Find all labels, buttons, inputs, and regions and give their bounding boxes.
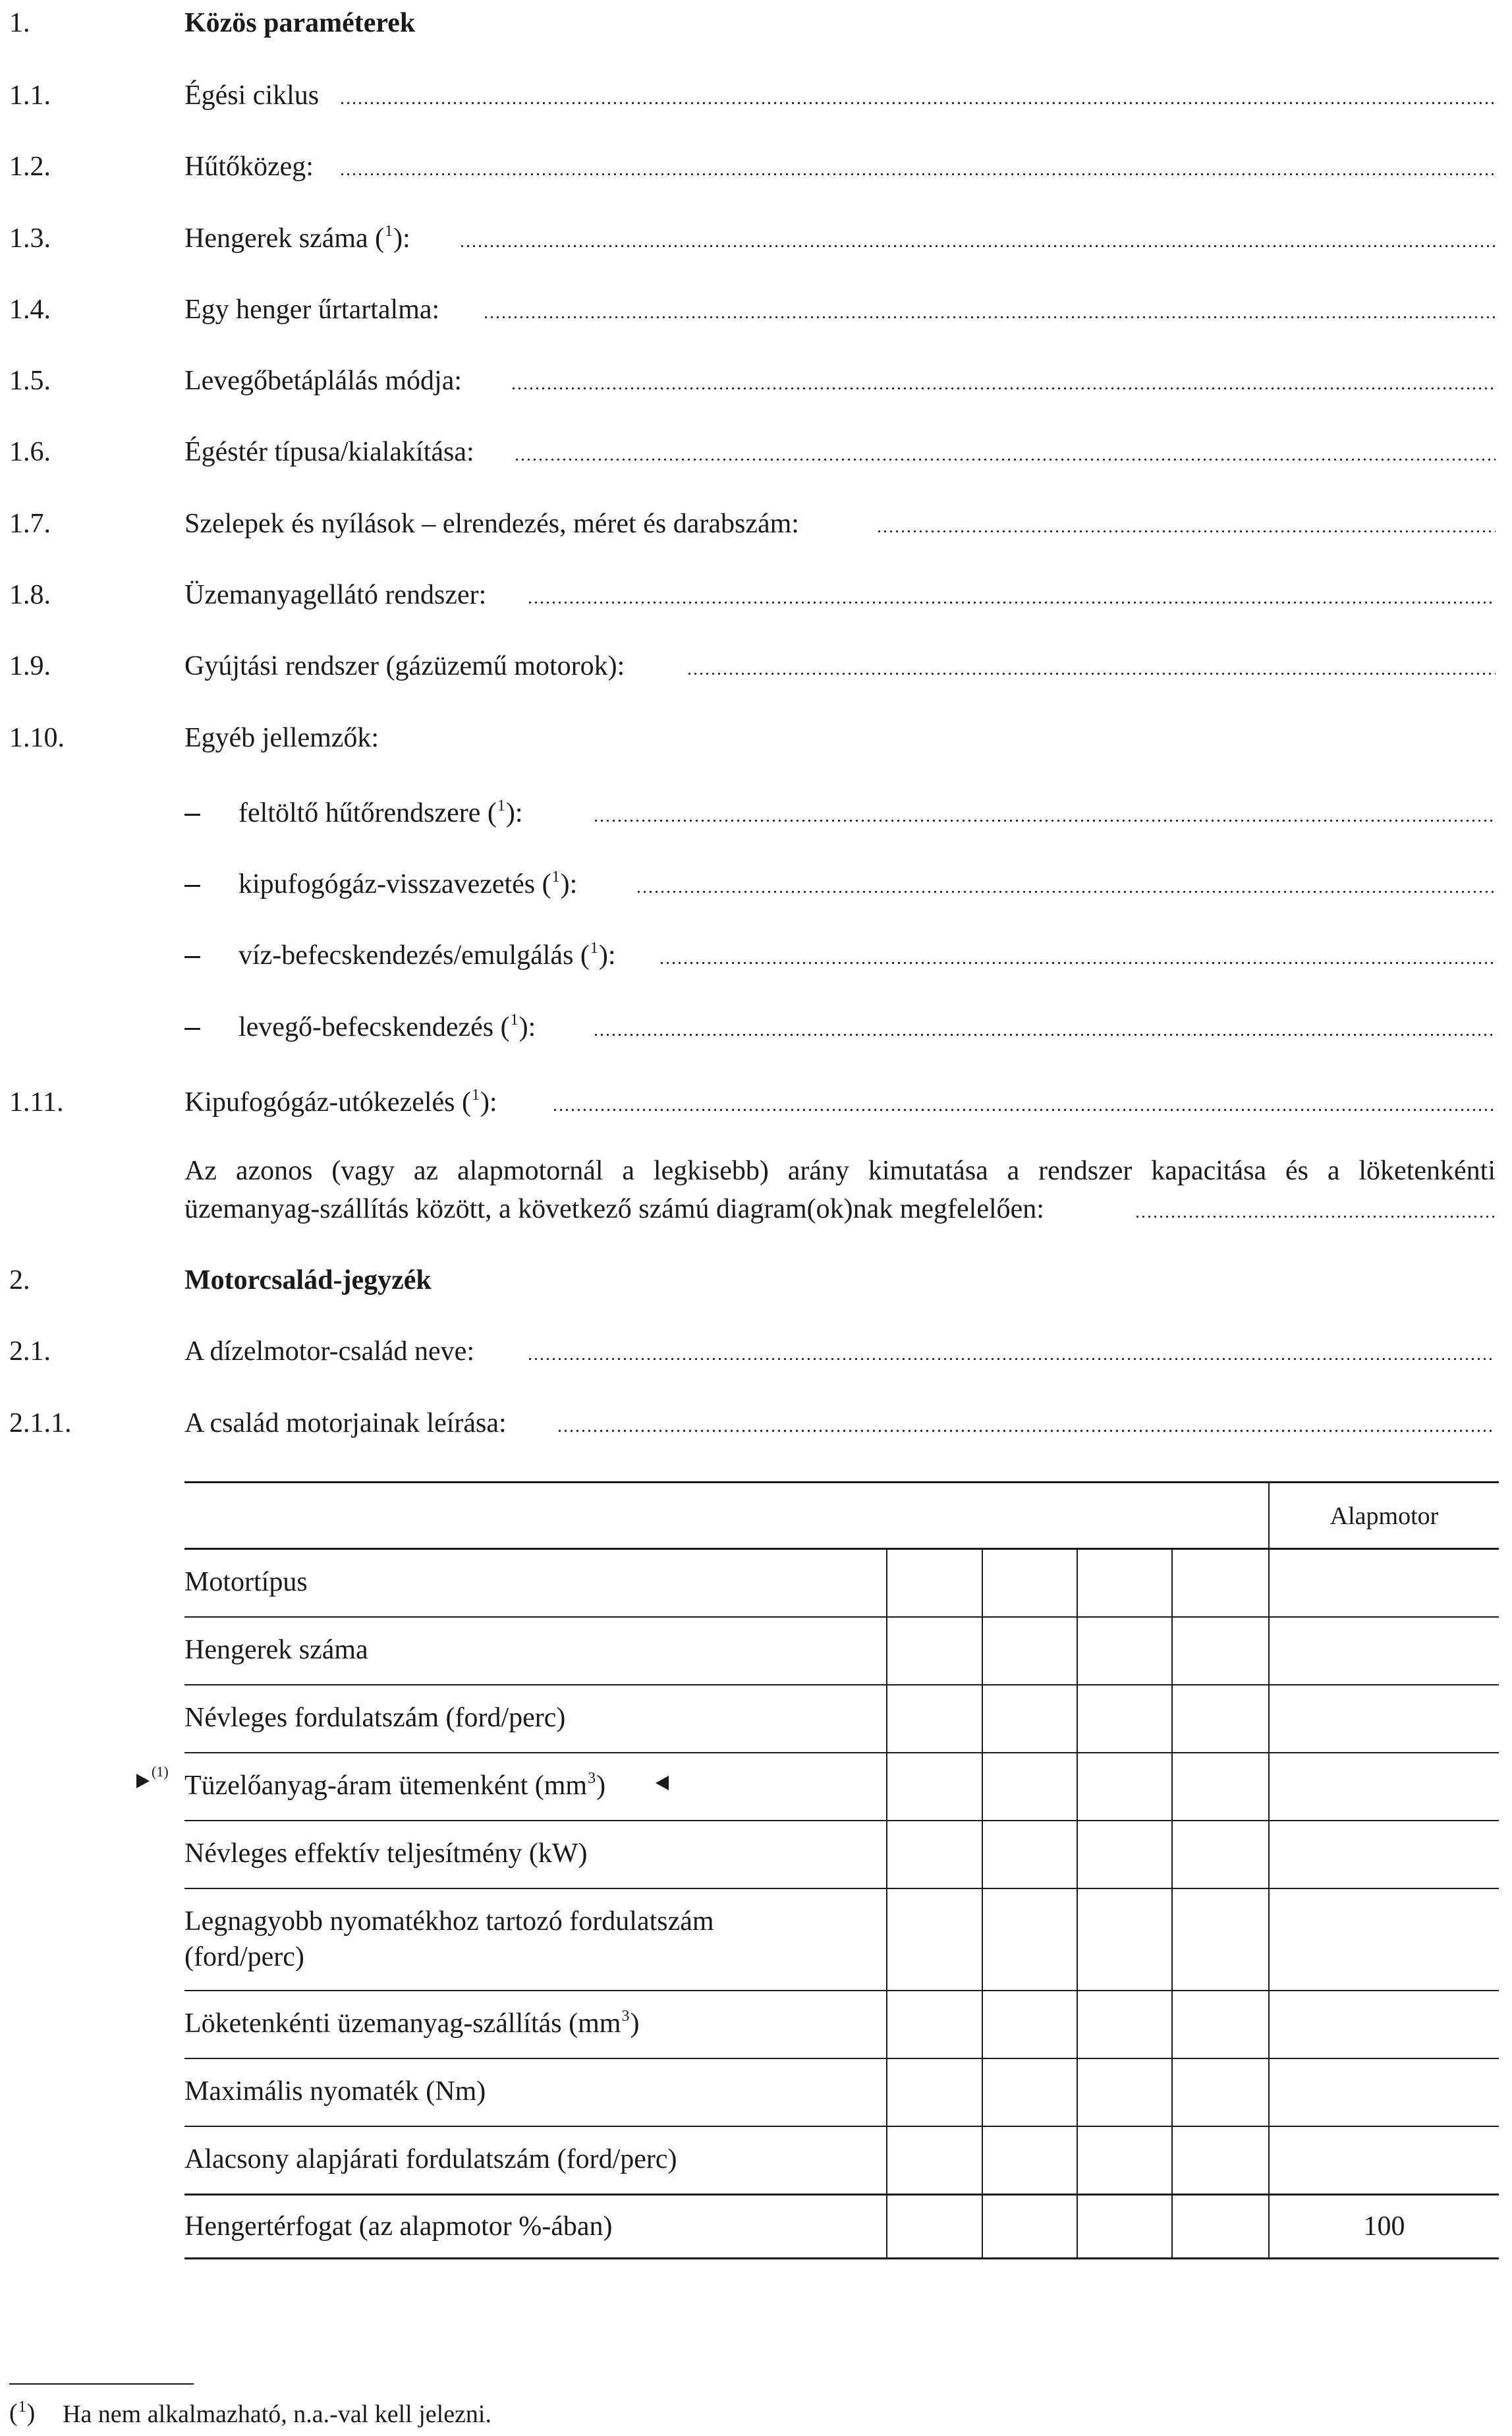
subitem-label: kipufogógáz-visszavezetés ($^1$):	[238, 868, 578, 899]
item-label: A dízelmotor-család neve:	[184, 1336, 474, 1367]
item-label: Szelepek és nyílások – elrendezés, méret és darabszám:	[184, 509, 799, 539]
table-rule	[184, 1481, 1499, 1483]
fill-in-line[interactable]	[339, 173, 1496, 175]
table-rule	[184, 2257, 1499, 2259]
row-label: Löketenkénti üzemanyag-szállítás $(mm^3)$	[184, 2008, 640, 2039]
fill-in-line[interactable]	[593, 1034, 1496, 1036]
dash-bullet	[184, 1028, 200, 1030]
fill-in-line[interactable]	[636, 891, 1496, 893]
column-rule	[1077, 1548, 1078, 2259]
table-rule	[184, 2194, 1499, 2195]
item-label: Kipufogógáz-utókezelés ($^1$):	[184, 1087, 497, 1118]
dash-bullet	[184, 956, 200, 958]
section-number: 1.	[9, 8, 30, 38]
row-label: Motortípus	[184, 1567, 308, 1597]
amendment-start-marker	[136, 1774, 150, 1788]
description-paragraph	[184, 1153, 1496, 1189]
item-number: 1.3.	[9, 223, 51, 254]
fill-in-line[interactable]	[483, 316, 1496, 318]
item-number: 1.8.	[9, 580, 51, 610]
fill-in-line[interactable]	[459, 245, 1496, 247]
subitem-label: levegő-befecskendezés ($^1$):	[238, 1011, 536, 1042]
table-rule	[184, 1752, 1499, 1753]
row-label: Maximális nyomaték (Nm)	[184, 2076, 486, 2107]
fill-in-line[interactable]	[511, 387, 1496, 389]
dash-bullet	[184, 814, 200, 816]
amendment-end-marker	[656, 1776, 669, 1790]
row-label: Névleges fordulatszám (ford/perc)	[184, 1703, 566, 1733]
item-label: Gyújtási rendszer (gázüzemű motorok):	[184, 651, 625, 681]
row-label: Legnagyobb nyomatékhoz tartozó fordulatszám	[184, 1906, 714, 1937]
item-number: 1.9.	[9, 651, 51, 681]
row-label: (ford/perc)	[184, 1942, 304, 1972]
paragraph-line: Az azonos (vagy az alapmotornál a legkisebb) arány kimutatása a rendszer kapacitása és a löketenkénti	[184, 1156, 1496, 1186]
fill-in-line[interactable]	[1134, 1216, 1496, 1218]
item-number: 1.5.	[9, 366, 51, 396]
item-number: 2.1.	[9, 1336, 51, 1367]
item-number: 1.2.	[9, 152, 51, 182]
item-number: 1.1.	[9, 80, 51, 111]
section-title: Közös paraméterek	[184, 8, 416, 38]
item-number: 1.4.	[9, 295, 51, 325]
subitem-label: víz-befecskendezés/emulgálás ($^1$):	[238, 940, 616, 971]
fill-in-line[interactable]	[659, 962, 1496, 964]
item-label: Hűtőközeg:	[184, 152, 314, 182]
column-rule	[982, 1548, 983, 2259]
fill-in-line[interactable]	[876, 530, 1496, 532]
table-rule	[184, 1616, 1499, 1618]
row-label: Alacsony alapjárati fordulatszám (ford/perc)	[184, 2144, 677, 2174]
row-label: Hengertérfogat (az alapmotor %-ában)	[184, 2211, 613, 2242]
table-rule	[184, 1820, 1499, 1821]
amendment-reference: (1)	[152, 1763, 169, 1780]
table-rule	[184, 1990, 1499, 1991]
item-number: 1.6.	[9, 437, 51, 467]
column-rule	[1171, 1548, 1173, 2259]
item-label: Égési ciklus	[184, 80, 320, 111]
item-label: Egy henger űrtartalma:	[184, 295, 440, 325]
fill-in-line[interactable]	[339, 102, 1496, 104]
item-label: Hengerek száma ($^1$):	[184, 223, 410, 254]
section-title: Motorcsalád-jegyzék	[184, 1265, 432, 1295]
table-rule	[184, 2126, 1499, 2127]
fill-in-line[interactable]	[552, 1109, 1496, 1111]
item-number: 1.7.	[9, 509, 51, 539]
fill-in-line[interactable]	[527, 602, 1496, 604]
section-number: 2.	[9, 1265, 30, 1295]
item-label: Egyéb jellemzők:	[184, 723, 379, 753]
fill-in-line[interactable]	[686, 673, 1496, 675]
row-label: Névleges effektív teljesítmény (kW)	[184, 1838, 588, 1869]
item-label: A család motorjainak leírása:	[184, 1408, 507, 1438]
item-label: Levegőbetáplálás módja:	[184, 366, 462, 396]
footnote-text: Ha nem alkalmazható, n.a.-val kell jelezni.	[63, 2400, 491, 2428]
item-number: 1.11.	[9, 1087, 64, 1118]
table-rule	[184, 1548, 1499, 1550]
fill-in-line[interactable]	[527, 1358, 1496, 1360]
fill-in-line[interactable]	[514, 459, 1496, 461]
fill-in-line[interactable]	[593, 820, 1496, 822]
table-rule	[184, 1888, 1499, 1889]
dash-bullet	[184, 885, 200, 887]
item-label: Égéstér típusa/kialakítása:	[184, 437, 474, 467]
column-header: Alapmotor	[1330, 1502, 1439, 1530]
row-label: Tüzelőanyag-áram ütemenként $(mm^3)$	[184, 1770, 606, 1801]
column-rule	[886, 1548, 887, 2259]
table-rule	[184, 2058, 1499, 2059]
item-number: 1.10.	[9, 723, 65, 753]
item-number: 2.1.1.	[9, 1408, 72, 1438]
fill-in-line[interactable]	[557, 1430, 1496, 1432]
subitem-label: feltöltő hűtőrendszere ($^1$):	[238, 797, 523, 828]
item-label: Üzemanyagellátó rendszer:	[184, 580, 487, 610]
footnote-separator	[9, 2383, 194, 2385]
paragraph-line: üzemanyag-szállítás között, a következő számú diagram(ok)nak megfelelően:	[184, 1194, 1044, 1224]
table-rule	[184, 1684, 1499, 1685]
column-rule	[1268, 1481, 1270, 2259]
base-engine-value: 100	[1363, 2211, 1405, 2242]
footnote-marker: ($^1$)	[9, 2398, 36, 2427]
row-label: Hengerek száma	[184, 1635, 368, 1665]
